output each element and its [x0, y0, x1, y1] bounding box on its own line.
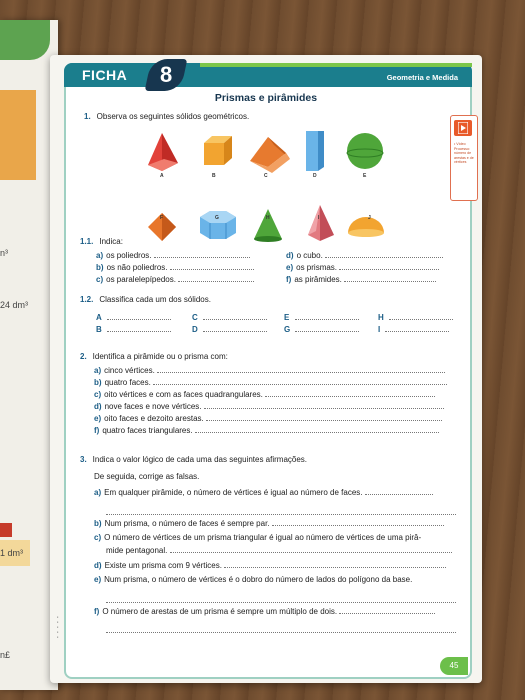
domain-label: Geometria e Medida [386, 73, 458, 82]
q2-item-c: c) oito vértices e com as faces quadrangulares. [94, 389, 435, 399]
solid-c-prism [250, 137, 290, 173]
solid-label-j: J [368, 215, 371, 221]
q11-item-d: d) o cubo. [286, 250, 443, 260]
q2-prompt: 2. Identifica a pirâmide ou o prisma com: [80, 352, 228, 361]
q11-prompt: 1.1. Indica: [80, 237, 123, 246]
answer-line[interactable] [106, 595, 456, 603]
q11-item-c: c) os paralelepípedos. [96, 274, 254, 284]
q12-prompt: 1.2. Classifica cada um dos sólidos. [80, 295, 211, 304]
q3-prompt: 3. Indica o valor lógico de cada uma das seguintes afirmações. [80, 455, 308, 464]
left-page-unit-2: 24 dm³ [0, 300, 29, 310]
answer-line[interactable] [206, 413, 442, 421]
q3-subprompt: De seguida, corrige as falsas. [94, 472, 200, 481]
solid-i-pyramid [308, 205, 334, 241]
answer-line[interactable] [389, 312, 453, 320]
q3-item-e: e) Num prisma, o número de vértices é o dobro do número de lados do polígono da base. [94, 575, 413, 584]
answer-line[interactable] [170, 262, 254, 270]
left-page-cube-illustration [0, 90, 36, 180]
side-credit: ▪▪▪▪▪ [55, 615, 60, 640]
answer-line[interactable] [195, 425, 439, 433]
solid-b-cube [204, 136, 232, 165]
solid-label-b: B [212, 173, 216, 179]
solid-a-pyramid [148, 133, 178, 171]
answer-line[interactable] [170, 545, 452, 553]
solid-label-g: G [215, 215, 219, 221]
q2-item-d: d) nove faces e nove vértices. [94, 401, 444, 411]
solid-label-a: A [160, 173, 164, 179]
answer-line[interactable] [203, 312, 267, 320]
q3-item-f: f) O número de arestas de um prisma é sempre um múltiplo de dois. [94, 606, 435, 616]
answer-line[interactable] [203, 324, 267, 332]
q3-item-c: c) O número de vértices de um prisma triangular é igual ao número de vértices de uma pirâ- [94, 533, 422, 542]
header-stripe [200, 63, 472, 67]
worksheet-page [50, 55, 482, 683]
solid-h-cone [254, 209, 282, 242]
answer-line[interactable] [106, 507, 456, 515]
answer-line[interactable] [385, 324, 449, 332]
q11-item-a: a) os poliedros. [96, 250, 250, 260]
page-title: Prismas e pirâmides [214, 92, 318, 104]
solid-label-f: F [160, 215, 164, 221]
answer-line[interactable] [157, 365, 445, 373]
solid-j-hemisphere [348, 217, 384, 237]
q12-row1-h: H [378, 312, 453, 322]
q3-item-a: a) Em qualquer pirâmide, o número de vértices é igual ao número de faces. [94, 487, 433, 497]
answer-line[interactable] [339, 262, 439, 270]
q11-item-f: f) as pirâmides. [286, 274, 436, 284]
q12-row1-c: C [192, 312, 267, 322]
answer-line[interactable] [224, 560, 446, 568]
q11-item-b: b) os não poliedros. [96, 262, 254, 272]
play-icon[interactable] [454, 120, 472, 136]
q2-item-f: f) quatro faces triangulares. [94, 425, 439, 435]
q2-item-a: a) cinco vértices. [94, 365, 445, 375]
ficha-label: FICHA [82, 67, 128, 83]
answer-line[interactable] [178, 274, 254, 282]
q1-prompt: 1. Observa os seguintes sólidos geométricos. [84, 112, 250, 121]
video-resource-text: • Vídeo Processo: número de arestas e de vértices [454, 142, 474, 164]
q11-item-e: e) os prismas. [286, 262, 439, 272]
answer-line[interactable] [325, 250, 443, 258]
answer-line[interactable] [265, 389, 435, 397]
q2-item-b: b) quatro faces. [94, 377, 447, 387]
q12-row2-b: B [96, 324, 171, 334]
q12-row2-i: I [378, 324, 449, 334]
ficha-number: 8 [159, 62, 173, 87]
solid-d-tall-prism [306, 131, 324, 171]
q2-item-e: e) oito faces e dezoito arestas. [94, 413, 442, 423]
solid-label-d: D [313, 173, 317, 179]
q3-item-b: b) Num prisma, o número de faces é sempre par. [94, 518, 444, 528]
solid-label-e: E [363, 173, 367, 179]
q12-row2-d: D [192, 324, 267, 334]
answer-line[interactable] [344, 274, 436, 282]
answer-line[interactable] [339, 606, 435, 614]
solid-label-i: I [318, 215, 320, 221]
solid-label-c: C [264, 173, 268, 179]
answer-line[interactable] [204, 401, 444, 409]
answer-line[interactable] [365, 487, 433, 495]
answer-line[interactable] [107, 324, 171, 332]
answer-line[interactable] [154, 250, 250, 258]
left-page-unit-4: n£ [0, 650, 11, 660]
answer-line[interactable] [295, 324, 359, 332]
q12-row2-g: G [284, 324, 359, 334]
q12-row1-e: E [284, 312, 359, 322]
solid-e-sphere [347, 133, 383, 169]
answer-line[interactable] [295, 312, 359, 320]
page-number: 45 [440, 657, 468, 675]
answer-line[interactable] [106, 625, 456, 633]
answer-line[interactable] [107, 312, 171, 320]
q12-row1-a: A [96, 312, 171, 322]
left-page-green-tab [0, 20, 50, 60]
q3-item-c-cont: mide pentagonal. [106, 545, 452, 555]
answer-line[interactable] [272, 518, 444, 526]
left-page-unit-1: n³ [0, 248, 9, 258]
left-page-unit-3: 1 dm³ [0, 548, 24, 558]
solid-label-h: H [266, 215, 270, 221]
q3-item-d: d) Existe um prisma com 9 vértices. [94, 560, 446, 570]
video-resource-box[interactable] [450, 115, 478, 201]
left-page-badge [0, 523, 12, 537]
answer-line[interactable] [153, 377, 447, 385]
